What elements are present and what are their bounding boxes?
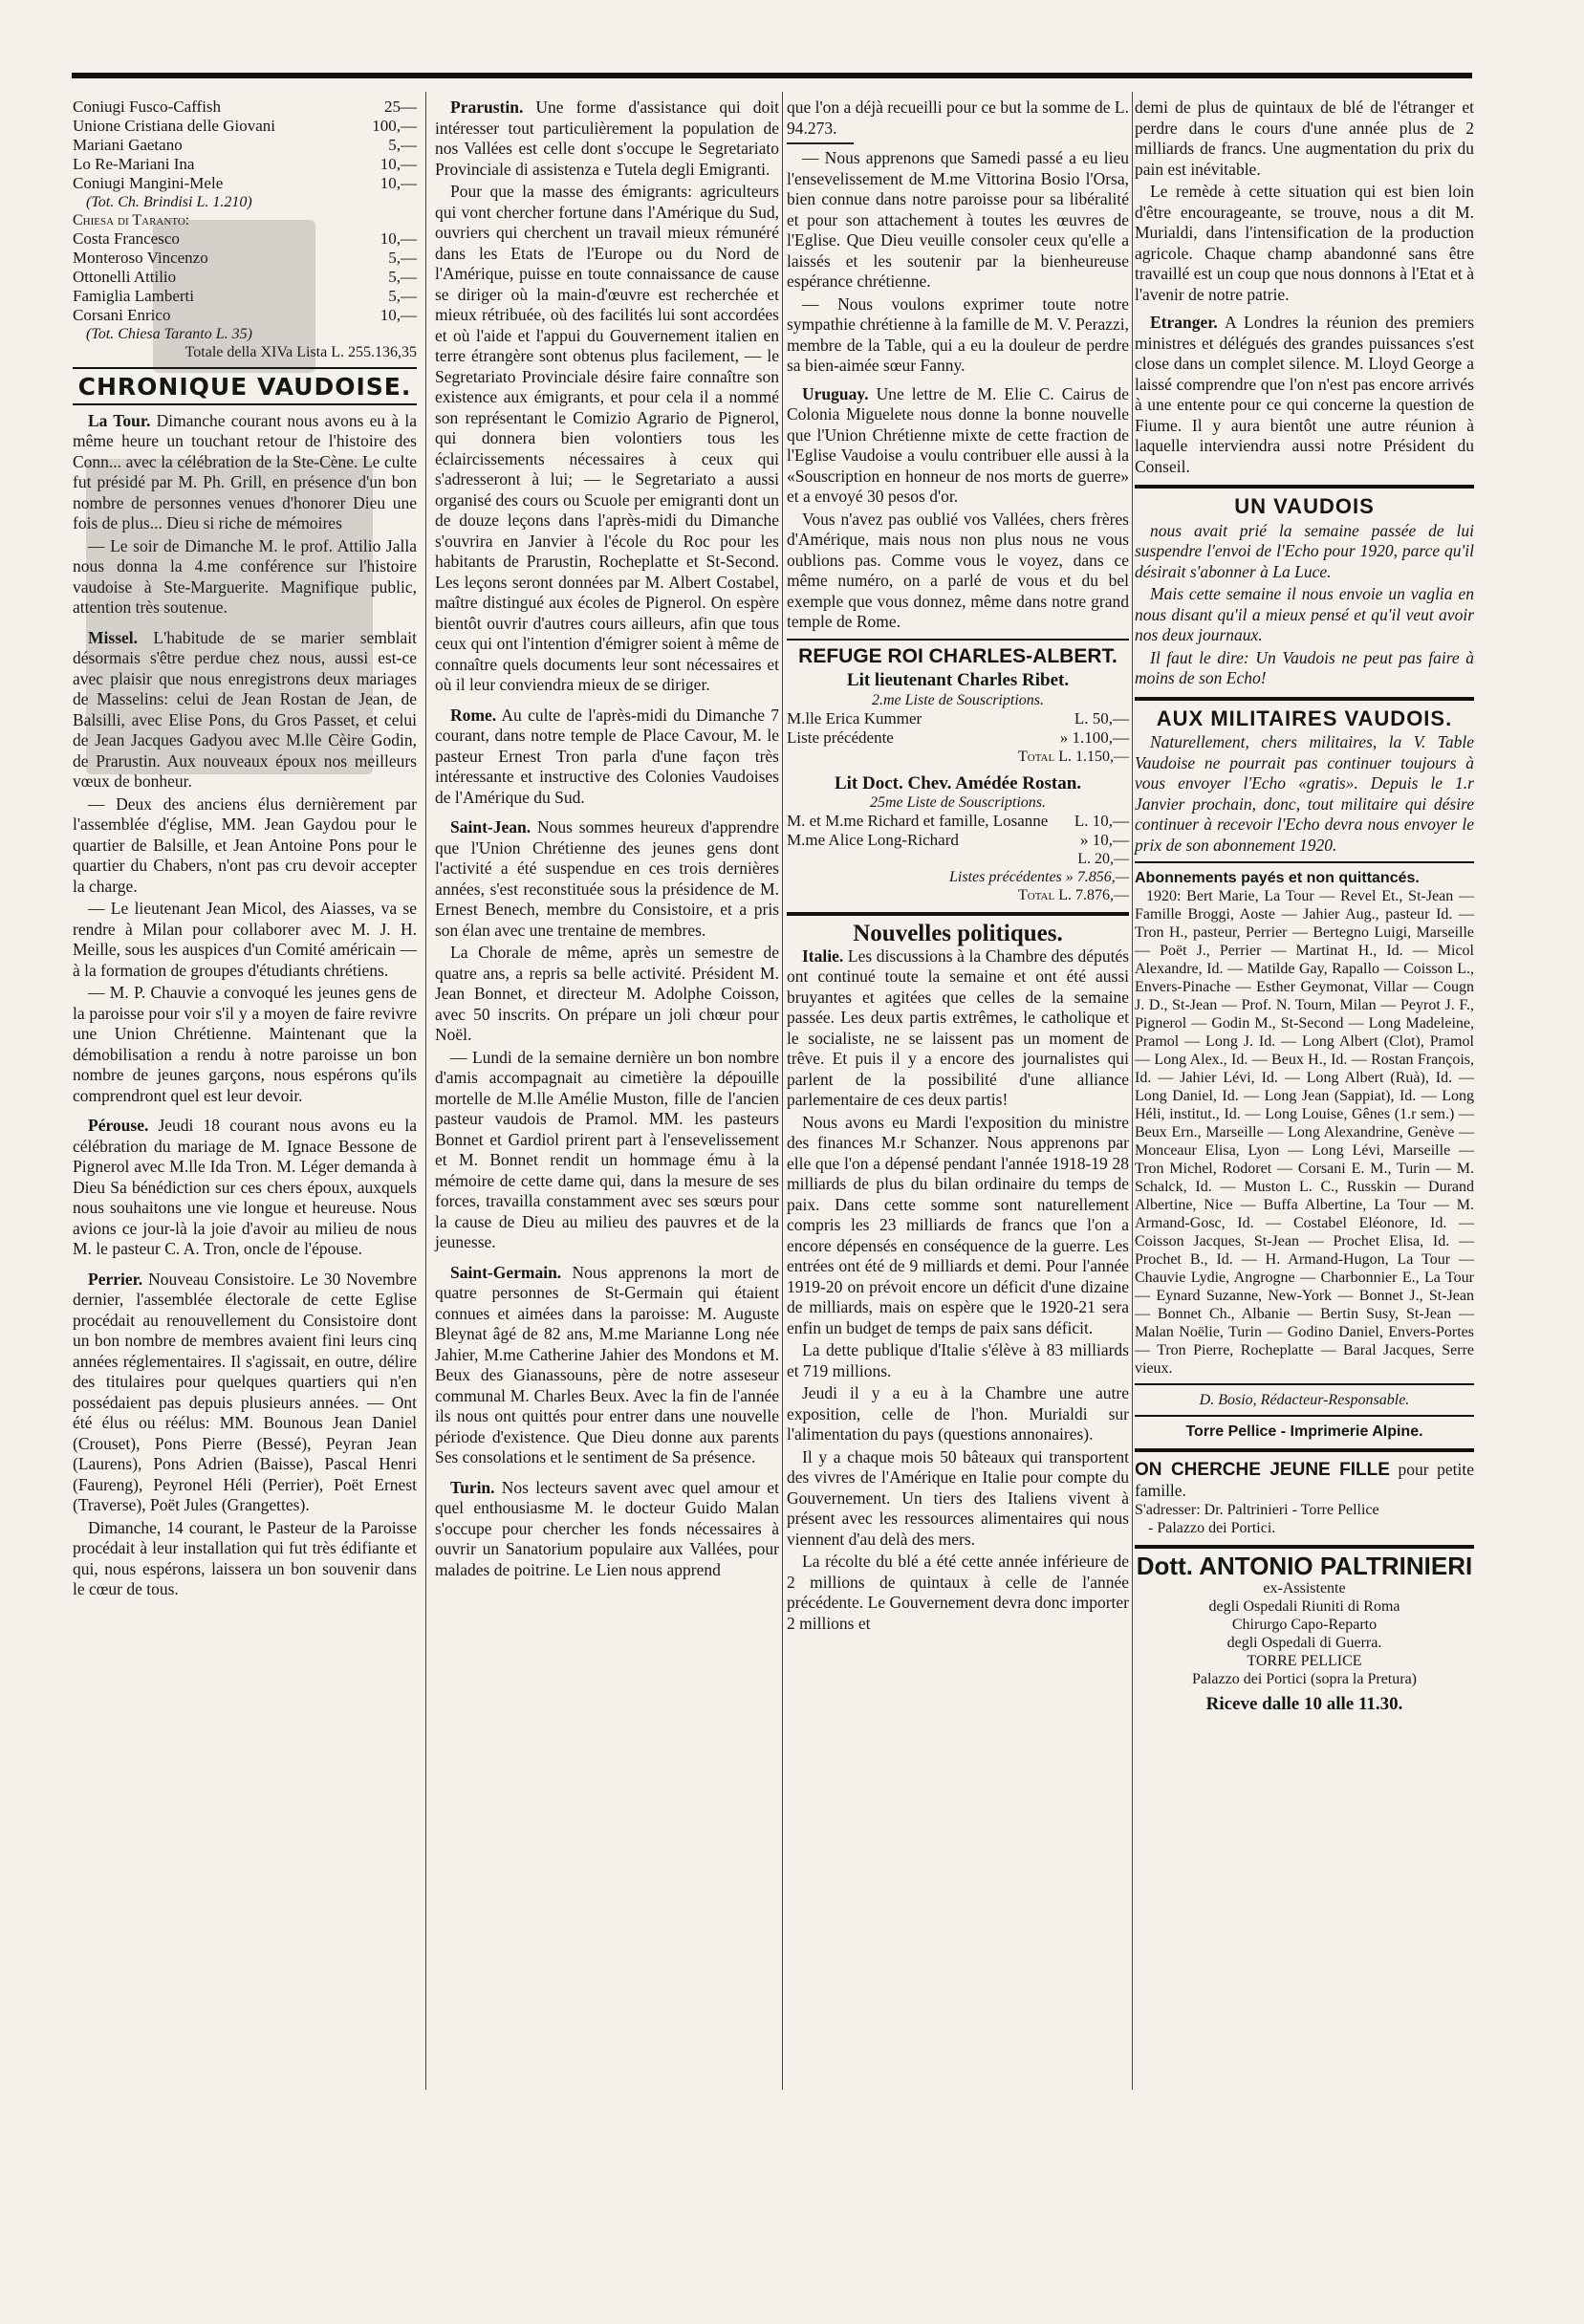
refuge-title: REFUGE ROI CHARLES-ALBERT. xyxy=(798,644,1117,667)
prarustin-paragraph-2: Pour que la masse des émigrants: agriculteurs qui vont chercher fortune dans l'Amérique du Sud, ouvriers qui cherchent un travail mieux rémunéré dans les Etats de l'Europe ou du Nord de l'Amérique, puisse en toute connaissance de cause se diriger où la main-d'œuvre est recherchée et mieux rétribuée, où des facilités lui sont accordées et où l'aide et l'appui du Gouvernement italien en terre étrangère sont obtenus plus facilement, — le Segretariato Provinciale désire faire connaître son existence aux émigrants, et pour cela il a nommé son représentant le Comizio Agrario de Pignerol, qui donnera bien volontiers tous les éclaircissements nécessaires à ceux qui s'adresseront à lui; — le Segretariato a aussi organisé des cours ou Scuole per emigranti dont un de douze leçons dans l'après-midi du Dimanche s'ouvrira en Janvier à l'école du Roc pour les habitants de Prarustin, Rocheplatte et St-Second. Les leçons seront données par M. Albert Costabel, maître distingué aux écoles de Pignerol. On espère bientôt ouvrir d'autres cours ailleurs, afin que tous ceux qui ont l'intention d'émigrer soient à même de connaître quels documents leur sont nécessaires et où il leur conviendra mieux de se diriger. xyxy=(435,182,779,694)
stain xyxy=(153,220,315,373)
rule xyxy=(1135,485,1474,489)
row-value: 5,— xyxy=(388,136,417,154)
perouse-heading: Pérouse. xyxy=(88,1116,149,1135)
italie-paragraph-3: La dette publique d'Italie s'élève à 83 milliards et 719 millions. xyxy=(787,1340,1129,1380)
rule xyxy=(787,639,1129,641)
italie-paragraph xyxy=(787,946,1129,1111)
italie-text: Les discussions à la Chambre des députés ont continué toute la semaine et ont été aussi bruyantes et agitées que celles de la semaine passée. Les deux partis extrêmes, le catholique et le socialiste, ne se laissent pas un moment de trêve. Et puis il y a encore des journalistes qui parlent de la possibilité d'une alliance parlementaire de ces deux partis! xyxy=(787,945,1130,1109)
perazzi-paragraph: — Nous voulons exprimer toute notre sympathie chrétienne à la famille de M. V. Perazzi, membre de la Table, qui a eu la douleur de perdre sa bien-aimée sœur Fanny. xyxy=(787,293,1129,375)
vaudois-paragraph-2: Mais cette semaine il nous envoie un vaglia en nous disant qu'il a mieux pensé et qu'il veut avoir nos deux journaux. xyxy=(1135,584,1474,644)
row-name: Ottonelli Attilio xyxy=(73,268,177,286)
brindisi-total: (Tot. Ch. Brindisi L. 1.210) xyxy=(86,194,252,210)
column-3 xyxy=(787,98,1129,1636)
perrier-text: Nouveau Consistoire. Le 30 Novembre dernier, l'assemblée électorale de cette Eglise procédait au renouvellement du Consistoire dont un bon nombre de membres avaient fini leurs cinq années réglementaires. Il s'agissait, en outre, délire des titulaires pour quelques quartiers qui n'en possédaient pas depuis plusieurs années. — Ont été élus ou réélus: MM. Bounous Jean Daniel (Crouset), Pons Pierre (Bessé), Peyran Jean (Laurens), Pons Adrien (Baisse), Pascal Henri (Faureng), Peyronel Héli (Perrier), Poët Ernest (Traverse), Poët Jules (Grangettes). xyxy=(73,1269,418,1514)
column-divider xyxy=(425,92,426,2090)
rome-heading: Rome. xyxy=(450,705,497,725)
politiques-title: Nouvelles politiques. xyxy=(853,921,1063,946)
stgermain-text: Nous apprenons la mort de quatre personnes de St-Germain qui étaient connues et aimées dans la paroisse: M. Auguste Bleynat âgé de 82 ans, M.me Marianne Long née Jahier, M.me Catherine Jahier des Mondons et M. Beux des Gianassouns, père de notre asseseur communal M. Charles Beux. Avec la fin de l'année ils nous ont quittés pour entrer dans une nouvelle période d'existence. Que Dieu donne aux parents Ses consolations et le sentiment de Sa présence. xyxy=(435,1262,780,1466)
ad-line: degli Ospedali Riuniti di Roma xyxy=(1208,1597,1400,1615)
lit1-title: Lit lieutenant Charles Ribet. xyxy=(846,670,1070,690)
ad-hours: Riceve dalle 10 alle 11.30. xyxy=(1205,1693,1403,1714)
rome-paragraph xyxy=(435,706,779,809)
subscription-row xyxy=(73,117,417,136)
lit2-subtitle: 25me Liste de Souscriptions. xyxy=(870,794,1046,811)
row-value: 10,— xyxy=(380,155,417,173)
subscription-list xyxy=(73,98,417,193)
row-name: Liste précédente xyxy=(787,728,894,747)
lit2-list xyxy=(787,812,1129,850)
prarustin-text: Une forme d'assistance qui doit intéresser tout particulièrement la population de nos Vallées est celle dont s'occupe le Segretariato Provinciale di assistenza e Tutela degli Emigranti. xyxy=(435,98,780,179)
taranto-total: (Tot. Chiesa Taranto L. 35) xyxy=(86,326,252,342)
rule xyxy=(1135,1545,1474,1549)
donation-row xyxy=(787,831,1129,850)
taranto-heading: Chiesa di Taranto: xyxy=(73,212,190,228)
top-rule xyxy=(72,73,1472,78)
rule xyxy=(1135,697,1474,701)
turin-heading: Turin. xyxy=(450,1477,495,1497)
column-2 xyxy=(435,98,779,1582)
ad-line: TORRE PELLICE xyxy=(1247,1652,1362,1669)
perouse-text: Jeudi 18 courant nous avons eu la célébration du mariage de M. Ignace Bessone de Pignerol avec M.lle Ida Tron. M. Léger demanda à Dieu Sa bénédiction sur ces chers époux, auxquels nous souhaitons une vie longue et heureuse. Nous avions ce jour-là la joie d'avoir au milieu de nous M. le pasteur C. A. Tron, oncle de l'épouse. xyxy=(73,1116,418,1258)
ad-line: Chirurgo Capo-Reparto xyxy=(1231,1616,1378,1633)
stjean-paragraph-2: La Chorale de même, après un semestre de quatre ans, a repris sa belle activité. Président M. Jean Bonnet, et directeur M. Adolphe Coisson, avec 50 inscrits. On prépare un joli chœur pour Noël. xyxy=(435,943,779,1044)
rule xyxy=(1135,861,1474,863)
missel-paragraph-4: — M. P. Chauvie a convoqué les jeunes gens de la paroisse pour voir s'il y a moyen de faire revivre une Union Chrétienne. Maintenant que la démobilisation a rendu à notre paroisse un bon nombre de jeunes garçons, nous espérons qu'ils comprendront quel est leur devoir. xyxy=(73,983,417,1105)
perrier-paragraph-2: Dimanche, 14 courant, le Pasteur de la Paroisse procédait à leur installation qui fut très édifiante et qui, nous espérons, laissera un bon souvenir dans le cœur de tous. xyxy=(73,1517,417,1598)
bosio-paragraph: — Nous apprenons que Samedi passé a eu lieu l'ensevelissement de M.me Vittorina Bosio l'Orsa, bien connue dans notre paroisse pour sa libéralité et pour son attachement à toutes les œuvres de l'Eglise. Que Dieu veuille consoler ceux qu'elle a laissés et les soutenir par la bienheureuse espérance chrétienne. xyxy=(787,148,1129,291)
ad-doctor-name: Dott. ANTONIO PALTRINIERI xyxy=(1136,1552,1473,1580)
stgermain-paragraph xyxy=(435,1263,779,1468)
row-name: Unione Cristiana delle Giovani xyxy=(73,117,275,135)
militaires-title: AUX MILITAIRES VAUDOIS. xyxy=(1156,706,1453,730)
jeune-fille-ad xyxy=(1135,1460,1474,1537)
uruguay-heading: Uruguay. xyxy=(802,383,869,403)
row-value: L. 10,— xyxy=(1074,812,1129,830)
lit1-total: Total L. 1.150,— xyxy=(1018,748,1129,765)
ad-line: Palazzo dei Portici (sopra la Pretura) xyxy=(1191,1670,1418,1687)
rome-text: Au culte de l'après-midi du Dimanche 7 courant, dans notre temple de Place Cavour, M. le pasteur Ernest Tron parla d'une façon très intéressante et instructive des Colonies Vaudoises de l'Amérique du Sud. xyxy=(435,705,779,807)
uruguay-text: Une lettre de M. Elie C. Cairus de Colonia Miguelete nous donne la bonne nouvelle que l'Union Chrétienne mixte de cette fraction de l'Eglise Vaudoise a voulu contribuer elle aussi à la «Souscription en honneur de nos morts de guerre» et a envoyé 30 pesos d'or. xyxy=(787,383,1129,506)
row-value: » 10,— xyxy=(1080,831,1129,849)
short-rule xyxy=(787,142,854,144)
row-name: M. et M.me Richard et famille, Losanne xyxy=(787,812,1049,830)
rule xyxy=(1135,1415,1474,1417)
row-value: 5,— xyxy=(388,287,417,305)
missel-heading: Missel. xyxy=(88,627,139,647)
italie-paragraph-4: Jeudi il y a eu à la Chambre une autre exposition, celle de l'hon. Murialdi sur l'alimentation du pays (questions annonaires). xyxy=(787,1383,1129,1444)
stjean-heading: Saint-Jean. xyxy=(450,817,532,836)
donation-row xyxy=(787,709,1129,728)
lit2-subtotal: L. 20,— xyxy=(1077,851,1129,867)
grand-total: Totale della XIVa Lista L. 255.136,35 xyxy=(184,344,417,360)
lit2-title: Lit Doct. Chev. Amédée Rostan. xyxy=(834,772,1082,793)
row-name: M.lle Erica Kummer xyxy=(787,708,922,728)
paltrinieri-ad xyxy=(1135,1552,1474,1714)
row-name: Coniugi Fusco-Caffish xyxy=(73,98,222,116)
redacteur-line: D. Bosio, Rédacteur-Responsable. xyxy=(1199,1392,1410,1408)
rule xyxy=(1135,1448,1474,1452)
jeune-fille-address-2: - Palazzo dei Portici. xyxy=(1148,1520,1276,1536)
column-divider xyxy=(1132,92,1133,2090)
row-name: Costa Francesco xyxy=(73,229,180,248)
jeune-fille-title: ON CHERCHE JEUNE FILLE xyxy=(1135,1460,1390,1480)
row-value: 25— xyxy=(384,98,417,116)
rule xyxy=(73,403,417,405)
subscription-row xyxy=(73,98,417,117)
prarustin-heading: Prarustin. xyxy=(450,98,524,117)
jeune-fille-address: S'adresser: Dr. Paltrinieri - Torre Pellice xyxy=(1135,1502,1379,1518)
jeune-fille-tail: pour petite famille. xyxy=(1135,1460,1475,1500)
abonnements-title: Abonnements payés et non quittancés. xyxy=(1135,870,1420,886)
turin-text: Nos lecteurs savent avec quel amour et quel enthousiasme M. le docteur Guido Malan s'occupe pour chercher les fonds nécessaires à ouvrir un Sanatorium populaire aux Vallées, pour malades de poitrine. Le Lien nous apprend xyxy=(435,1477,779,1579)
etranger-text: A Londres la réunion des premiers ministres et délégués des grandes puissances s'est close dans un complet silence. M. Lloyd George a laissé comprendre que l'on n'est pas encore arrivés à une entente pour ce qui concerne la question de Fiume. Il y aura bientôt une autre réunion à laquelle interviendra aussi notre Président du Conseil. xyxy=(1135,313,1475,476)
uruguay-paragraph xyxy=(787,384,1129,508)
column-divider xyxy=(782,92,783,2090)
ad-line: degli Ospedali di Guerra. xyxy=(1226,1634,1382,1651)
column-4 xyxy=(1135,98,1474,1714)
row-name: Monteroso Vincenzo xyxy=(73,249,208,267)
latour-paragraph-2: — Le soir de Dimanche M. le prof. Attilio Jalla nous donna la 4.me conférence sur l'histoire vaudoise à Ste-Marguerite. Magnifique public, attention très soutenue. xyxy=(73,535,417,617)
row-value: 10,— xyxy=(380,306,417,324)
latour-text: Dimanche courant nous avons eu à la même heure un touchant retour de l'histoire des Conn... avec la célébration de la Ste-Cène. Le culte fut présidé par M. Ph. Grill, en présence d'un bon nombre de personnes venues d'honorer Dieu une fois de plus... Dieu si riche de mémoires xyxy=(73,410,417,532)
rule xyxy=(787,912,1129,916)
subscription-row xyxy=(73,155,417,174)
etranger-paragraph xyxy=(1135,313,1474,477)
row-name: Famiglia Lamberti xyxy=(73,287,194,305)
stjean-paragraph xyxy=(435,817,779,941)
row-value: 10,— xyxy=(380,174,417,192)
italie-heading: Italie. xyxy=(802,945,844,966)
missel-text: L'habitude de se marier semblait désormais s'être perdue chez nous, aussi est-ce avec plaisir que nous enregistrons deux mariages de Masselins: celui de Jean Rostan de Jean, de Balsilli, avec Elise Pons, du Gros Passet, et celui de Jean Jacques Gadyou avec M.lle Cèire Godin, de Prarustin. Aux nouveaux époux nos meilleurs vœux de bonheur. xyxy=(73,627,418,791)
italie-paragraph-2: Nous avons eu Mardi l'exposition du ministre des finances M.r Schanzer. Nous apprenons par elle que l'on a dépensé pendant l'année 1918-19 28 milliards de plus du bilan ordinaire du temps de paix. Dans cette somme sont naturellement compris les 23 milliards de francs que l'on a encore dépensés en conséquence de la guerre. Les entrées ont été de 9 milliards et demi. Pour l'année 1919-20 on prévoit encore un déficit d'une dizaine de milliards, mais on espère que le 1920-21 sera enfin un budget de temps de paix sans déficit. xyxy=(787,1112,1129,1337)
missel-paragraph-2: — Deux des anciens élus dernièrement par l'assemblée d'église, MM. Jean Gaydou pour le quartier de Balsille, et Jean Antoine Pons pour le quartier du Chabers, n'ont pas cru devoir accepter la charge. xyxy=(73,793,417,896)
perouse-paragraph xyxy=(73,1116,417,1260)
row-value: 5,— xyxy=(388,249,417,267)
donation-row xyxy=(787,812,1129,831)
abonnements-list: 1920: Bert Marie, La Tour — Revel Et., St-Jean — Famille Broggi, Aoste — Jahier Aug., pasteur Id. — Tron H., pasteur, Perrier — Bertegno Luigi, Marseille — Poët J., Perrier — Martinat H., Id. — Micol Alexandre, Id. — Matilde Gay, Rapallo — Coisson L., Envers-Pinache — Esther Geymonat, Villar — Cougn J. D., St-Jean — Prof. N. Tourn, Milan — Peyrot J. F., Pignerol — Godin M., St-Second — Long Madeleine, Pramol — Long J. Id. — Long Albert (Clot), Pramol — Long Alex., Id. — Beux H., Id. — Rostan François, Id. — Jahier Lévi, Id. — Long Albert (Ruà), Id. — Long Daniel, Id. — Long Jean (Sappiat), Id. — Long Héli, institut., Id. — Long Louise, Gênes (1.r sem.) — Beux Ern., Marseille — Long Alexandrine, Genève — Monceaur Elisa, Lyon — Long Lévi, Marseille — Tron Michel, Rodoret — Corsani E. M., Turin — M. Schalck, Id. — Muston L. C., Russkin — Durand Albertine, Nice — Buffa Albertine, La Tour — M. Armand-Gosc, Id. — Costabel Eléonore, Id. — Coisson Jacques, St-Jean — Prochet Elisa, Id. — Prochet B., Id. — H. Armand-Hugon, La Tour — Chauvie Lydie, Angrogne — Charbonnier E., La Tour — Eynard Suzanne, New-York — Bonnet J., St-Jean — Bonnet Ch., Albanie — Bertin Susy, St-Jean — Malan Noëlie, Turin — Godino Daniel, Envers-Portes — Tron Pierre, Rocheplatte — Baral Jacques, Serre vieux. xyxy=(1135,888,1474,1377)
donation-row xyxy=(787,728,1129,748)
row-name: Coniugi Mangini-Mele xyxy=(73,174,224,192)
etranger-heading: Etranger. xyxy=(1150,313,1218,332)
ad-line: ex-Assistente xyxy=(1263,1579,1346,1596)
row-name: Lo Re-Mariani Ina xyxy=(73,155,195,173)
vaudois-paragraph-3: Il faut le dire: Un Vaudois ne peut pas faire à moins de son Echo! xyxy=(1135,647,1474,687)
lit2-previous: Listes précédentes » 7.856,— xyxy=(949,869,1129,885)
vaudois-paragraph: nous avait prié la semaine passée de lui suspendre l'envoi de l'Echo pour 1920, parce qu'il désirait s'abonner à La Luce. xyxy=(1135,520,1474,581)
missel-paragraph-3: — Le lieutenant Jean Micol, des Aiasses, va se rendre à Milan pour collaborer avec M. J. H. Meille, sous les auspices d'un Comité américain — à la formation de groupes d'étudiants chrétiens. xyxy=(73,899,417,980)
row-value: 100,— xyxy=(372,117,417,135)
row-value: 10,— xyxy=(380,229,417,248)
row-value: » 1.100,— xyxy=(1059,728,1129,747)
imprimerie-line: Torre Pellice - Imprimerie Alpine. xyxy=(1185,1423,1423,1440)
stjean-text: Nous sommes heureux d'apprendre que l'Union Chrétienne des jeunes gens dont l'activité a été suspendue en ces trois dernières années, s'est reconstituée sous la présidence de M. Ernest Benech, membre du Consistoire, et a pris son élan avec une trentaine de membres. xyxy=(435,817,779,940)
italie-paragraph-5: Il y a chaque mois 50 bâteaux qui transportent des vivres de l'Amérique en Italie pour compte du Gouvernement. Un tiers des Italiens vivent à présent avec les ressources alimentaires qui nous viennent d'au delà des mers. xyxy=(787,1446,1129,1549)
prarustin-paragraph xyxy=(435,98,779,180)
lit1-list xyxy=(787,709,1129,748)
chronique-title: CHRONIQUE VAUDOISE. xyxy=(77,373,412,401)
politics-continued: demi de plus de quintaux de blé de l'étranger et perdre dans le cours d'une année plus de 2 milliards de francs. Une augmentation du prix du pain est inévitable. xyxy=(1135,98,1474,179)
vaudois-title: UN VAUDOIS xyxy=(1234,494,1375,518)
rule xyxy=(1135,1383,1474,1385)
row-name: M.me Alice Long-Richard xyxy=(787,831,959,849)
remede-paragraph: Le remède à cette situation qui est bien loin d'être encourageante, se trouve, nous a dit M. Murialdi, dans l'intensification de la production agricole. Chaque champ abandonné sans être travaillé est un coup que nous donnons à l'Etat et à l'avenir de notre patrie. xyxy=(1135,182,1474,304)
perrier-paragraph xyxy=(73,1270,417,1516)
stain xyxy=(86,459,373,774)
militaires-paragraph: Naturellement, chers militaires, la V. Table Vaudoise ne pourrait pas continuer toujours à vous envoyer l'Echo «gratis». Depuis le 1.r Janvier prochain, donc, tout militaire qui désire continuer à recevoir l'Echo devra nous envoyer le prix de son abonnement 1920. xyxy=(1135,732,1474,855)
lit1-subtitle: 2.me Liste de Souscriptions. xyxy=(872,691,1044,708)
stgermain-heading: Saint-Germain. xyxy=(450,1262,562,1282)
latour-heading: La Tour. xyxy=(88,410,151,430)
lit2-total: Total L. 7.876,— xyxy=(1018,887,1129,903)
turin-paragraph xyxy=(435,1478,779,1581)
turin-continued: que l'on a déjà recueilli pour ce but la somme de L. 94.273. xyxy=(787,98,1129,138)
perrier-heading: Perrier. xyxy=(88,1269,143,1289)
row-name: Corsani Enrico xyxy=(73,306,171,324)
row-value: L. 50,— xyxy=(1074,708,1129,728)
row-value: 5,— xyxy=(388,268,417,286)
uruguay-paragraph-2: Vous n'avez pas oublié vos Vallées, chers frères d'Amérique, mais nous non plus nous ne vous oublions pas. Comme vous le voyez, dans ce même numéro, on a parlé de vous et du bel exemple que vous donnez, même dans notre grand temple de Rome. xyxy=(787,509,1129,631)
row-name: Mariani Gaetano xyxy=(73,136,183,154)
italie-paragraph-6: La récolte du blé a été cette année inférieure de 2 millions de quintaux à celle de l'année précédente. Le Gouvernement devra donc importer 2 millions et xyxy=(787,1552,1129,1633)
subscription-row xyxy=(73,174,417,193)
subscription-row xyxy=(73,136,417,155)
stjean-paragraph-3: — Lundi de la semaine dernière un bon nombre d'amis accompagnait au cimetière la dépouille mortelle de M.lle Amélie Muston, fille de l'ancien pasteur vaudois de Pramol. MM. les pasteurs Bonnet et Gardiol prirent part à l'ensevelissement et M. Bonnet rendit un hommage ému à la mémoire de cette dame qui, dans la mesure de ses forces, travailla constamment avec ses sœurs pour la cause de Dieu au milieu des pauvres et de la jeunesse. xyxy=(435,1047,779,1251)
